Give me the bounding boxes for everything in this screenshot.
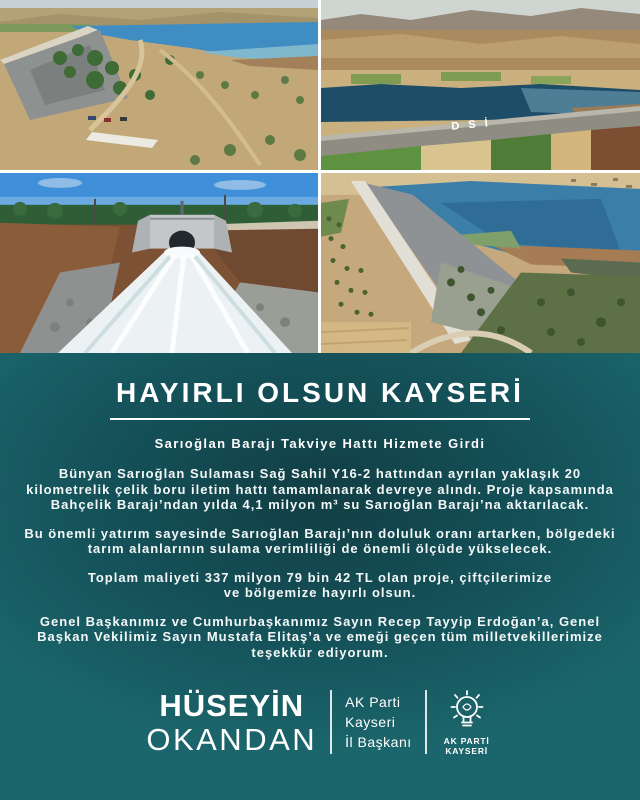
page-title: HAYIRLI OLSUN KAYSERİ [110,377,530,420]
divider-bar-2 [425,690,427,754]
role-line-title: İl Başkanı [345,734,412,750]
photo-dsi-dam-farmland [321,0,640,170]
signer-first-name: HÜSEYİN [159,687,305,723]
announcement-content [0,353,640,800]
role-line-city: Kayseri [345,714,396,730]
akparti-caption-line1: AK PARTİ [443,736,490,746]
dsi-dam-label: D S İ [450,117,492,133]
paragraph-cost: Toplam maliyeti 337 milyon 79 bin 42 TL olan proje, çiftçilerimize ve bölgemize hayırlı olsun. [87,569,553,600]
photo-water-channel [0,173,318,353]
photo-dam-reservoir-aerial [0,0,318,170]
photo-dsi-dam-farmland-illustration [321,0,640,170]
subtitle: Sarıoğlan Barajı Takviye Hattı Hizmete Girdi [154,436,486,451]
role-line-party: AK Parti [345,694,401,710]
photo-embankment-low-reservoir-illustration [321,173,640,353]
akparti-logo-block [440,688,494,756]
paragraph-project-detail: Bünyan Sarıoğlan Sulaması Sağ Sahil Y16-2 hattından ayrılan yaklaşık 20 kilometrelik çelik boru iletim hattı tamamlanarak devreye alındı. Proje kapsamında Bahçelik Barajı’ndan yılda 4,1 milyon m³ su Sarıoğlan Barajı’na aktarılacak. [26,466,614,512]
footer-signature [0,688,640,756]
signer-last-name: OKANDAN [146,721,318,757]
akparti-caption-line2: KAYSERİ [445,746,488,756]
photo-water-channel-illustration [0,173,318,353]
photo-collage [0,0,640,353]
akparti-lightbulb-icon [440,688,494,734]
divider-bar-1 [330,690,332,754]
signer-name [146,687,318,757]
photo-dam-reservoir-aerial-illustration [0,0,318,170]
paragraph-thanks: Genel Başkanımız ve Cumhurbaşkanımız Sayın Recep Tayyip Erdoğan’a, Genel Başkan Vekilimiz Sayın Mustafa Elitaş’a ve emeği geçen tüm milletvekillerimize teşekkür ediyorum. [37,613,603,660]
photo-embankment-low-reservoir [321,173,640,353]
signer-role [345,692,411,752]
paragraph-benefit: Bu önemli yatırım sayesinde Sarıoğlan Barajı’nın doluluk oranı artarken, bölgedeki tarım alanlarının sulama verimliliği de önemli ölçüde yükselecek. [24,525,616,556]
